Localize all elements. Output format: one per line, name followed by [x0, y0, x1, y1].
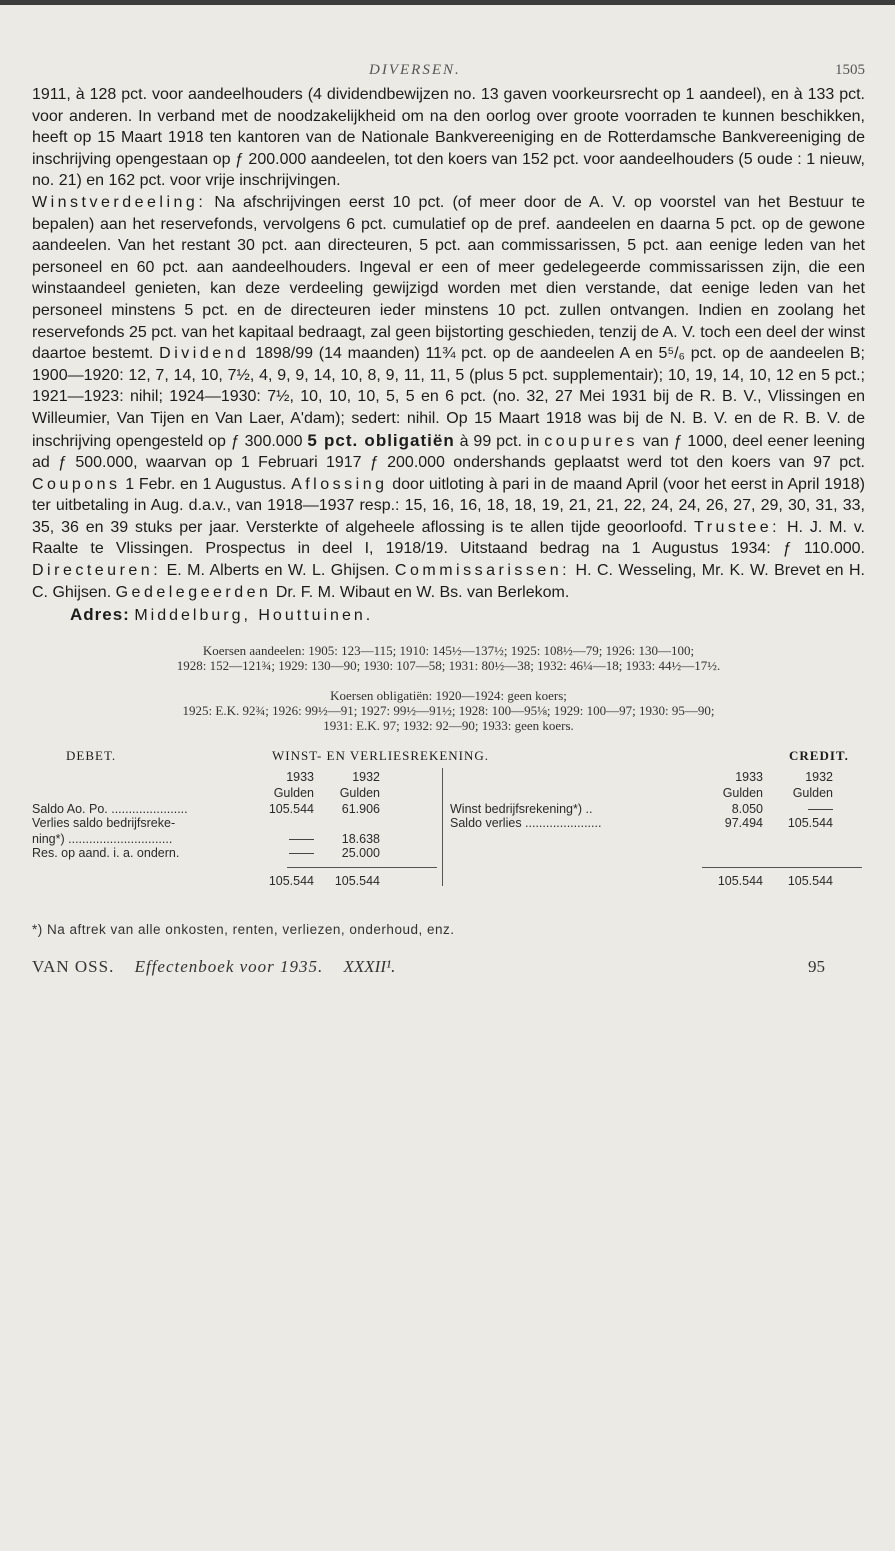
bond-prices-line-1: Koersen obligatiën: 1920—1924: geen koers; [330, 688, 567, 704]
credit-unit-1933: Gulden [722, 786, 763, 801]
debet-row-label: Saldo Ao. Po. ...................... [32, 802, 188, 817]
debet-row-value-1932: 18.638 [341, 832, 380, 847]
credit-row-value-1932: —— [808, 802, 833, 817]
coupures-label: coupures [544, 432, 639, 450]
credit-unit-1932: Gulden [792, 786, 833, 801]
credit-year-1932: 1932 [805, 770, 833, 785]
ledger-title: WINST- EN VERLIESREKENING. [272, 748, 490, 764]
bond-prices-line-2: 1925: E.K. 92¾; 1926: 99½—91; 1927: 99½—91½; 1928: 100—95⅛; 1929: 100—97; 1930: 95—90; [182, 703, 715, 719]
page-number: 1505 [835, 62, 865, 78]
commissarissen-label: Commissarissen: [394, 562, 571, 580]
debet-row-value-1933: 105.544 [268, 802, 314, 817]
debet-row-value-1932: 25.000 [341, 846, 380, 861]
publisher-name: VAN OSS. [32, 957, 115, 977]
coupons-text: 1 Febr. en 1 Augustus. [125, 475, 287, 493]
book-title: Effectenboek voor 1935. [134, 957, 324, 977]
commissarissen-text: H. C. Wesseling, Mr. K. W. Brevet en H. C. Ghijsen. [32, 562, 865, 601]
debet-unit-1933: Gulden [273, 786, 314, 801]
credit-total-rule [702, 867, 862, 868]
paragraph-issue [32, 84, 865, 192]
debet-total-1933: 105.544 [268, 874, 314, 889]
debet-row-value-1933: —— [289, 832, 314, 847]
trustee-label: Trustee: [694, 518, 781, 536]
credit-row-value-1932: 105.544 [787, 816, 833, 831]
debet-total-1932: 105.544 [334, 874, 380, 889]
winst-text: Na afschrijvingen eerst 10 pct. (of meer door de A. V. op voorstel van het Bestuur te bepalen) aan het reservefonds, vervolgens 6 pct. cumulatief op de pref. aandeelen en daarna 5 pct. op de gewone aandeelen. Van het restant 30 pct. aan directeuren, 5 pct. aan commissarissen, 5 pct. aan eenige leden van het personeel en 60 pct. aan aandeelhouders. Ingeval er een of meer gedelegeerde commissarissen zijn, die een winstaandeel genieten, kan deze verdeeling gewijzigd worden met dien verstande, dat eenige leden van het personeel minstens 5 pct. en de directeuren ieder minstens 10 pct. zullen ontvangen. Indien en zoolang het reservefonds 25 pct. van het kapitaal bedraagt, zal geen bijstorting geschieden, tenzij de A. V. toch een deel der winst daartoe bestemt. [32, 193, 865, 363]
debet-year-1933: 1933 [286, 770, 314, 785]
debet-unit-1932: Gulden [339, 786, 380, 801]
credit-label: CREDIT. [789, 748, 849, 764]
ledger-divider [442, 768, 443, 886]
main-text [32, 84, 865, 603]
credit-row-label: Saldo verlies ...................... [450, 816, 602, 831]
debet-row-label: Res. op aand. i. a. ondern. [32, 846, 180, 861]
debet-row-value-1933: —— [289, 846, 314, 861]
volume-number: XXXII¹. [343, 957, 396, 977]
debet-row-value-1932: 61.906 [341, 802, 380, 817]
credit-row-value-1933: 97.494 [724, 816, 763, 831]
issue-text: 1911, à 128 pct. voor aandeelhouders (4 dividendbewijzen no. 13 gaven voorkeursrecht op 1 aandeel), en à 133 pct. voor anderen. In verband met de noodzakelijkheid om na den oorlog over groote voorraden te kunnen beschikken, heeft op 15 Maart 1918 ten kantoren van de Nationale Bankvereeniging en de Rotterdamsche Bankvereeniging de inschrijving opengestaan op ƒ 200.000 aandeelen, tot den koers van 152 pct. voor aandeelhouders (5 oude : 1 nieuw, no. 21) en 162 pct. voor vrije inschrijvingen. [32, 86, 865, 190]
credit-total-1932: 105.544 [787, 874, 833, 889]
aflossing-text: door uitloting à pari in de maand April (voor het eerst in April 1918) ter uitbetaling in Aug. d.a.v., van 1918—1937 resp.: 15, 16, 16, 18, 18, 19, 21, 21, 22, 24, 24, 26, 27, 29, 30, 31, 33, 35, 36 en 39 stuks per jaar. Versterkte of algeheele aflossing is te allen tijde geoorloofd. [32, 475, 866, 536]
directeuren-label: Directeuren: [32, 562, 162, 580]
share-prices-line-2: 1928: 152—121¾; 1929: 130—90; 1930: 107—58; 1931: 80½—38; 1932: 46¼—18; 1933: 44½—17½. [176, 658, 721, 674]
gedelegeerden-text: Dr. F. M. Wibaut en W. Bs. van Berlekom. [275, 583, 570, 601]
running-header [32, 58, 865, 84]
share-prices [32, 643, 865, 673]
credit-row-label: Winst bedrijfsrekening*) .. [450, 802, 593, 817]
coupons-label: Coupons [32, 475, 121, 493]
obligatien-text-b: van ƒ 1000, deel eener leening ad ƒ 500.000, waarvan op 1 Februari 1917 ƒ 200.000 ondershands geplaatst werd tot den koers van 97 pct. [32, 432, 865, 472]
trustee-text: H. J. M. v. Raalte te Vlissingen. Prospectus in deel I, 1918/19. Uitstaand bedrag na 1 Augustus 1934: ƒ 110.000. [32, 518, 865, 558]
directeuren-text: E. M. Alberts en W. L. Ghijsen. [166, 562, 390, 580]
address-line [70, 605, 865, 625]
winst-label: Winstverdeeling: [32, 193, 207, 211]
debet-year-1932: 1932 [352, 770, 380, 785]
paragraph-profit-distribution [32, 192, 865, 603]
aflossing-label: Aflossing [291, 475, 388, 493]
credit-year-1933: 1933 [735, 770, 763, 785]
page-footer [32, 957, 865, 987]
obligatien-label: 5 pct. obligatiën [307, 430, 455, 450]
bond-prices [32, 688, 865, 733]
footer-imprint [32, 957, 395, 977]
debet-label: DEBET. [66, 748, 117, 764]
debet-row-label: ning*) .............................. [32, 832, 173, 847]
adres-label: Adres: [70, 605, 130, 625]
debet-total-rule [287, 867, 437, 868]
obligatien-text-a: à 99 pct. in [459, 432, 540, 450]
footnote: *) Na aftrek van alle onkosten, renten, verliezen, onderhoud, enz. [32, 922, 455, 938]
profit-loss-account [32, 768, 865, 918]
debet-row-label: Verlies saldo bedrijfsreke- [32, 816, 176, 831]
credit-total-1933: 105.544 [717, 874, 763, 889]
section-title: DIVERSEN. [369, 62, 461, 78]
dividend-text: 1898/99 (14 maanden) 11¾ pct. op de aandeelen A en 5⁵/₆ pct. op de aandeelen B; 1900—1920: 12, 7, 14, 10, 7½, 4, 9, 9, 14, 10, 8, 9, 11, 11, 5 (plus 5 pct. supplementair); 10, 19, 14, 10, 12 en 5 pct.; 1921—1923: nihil; 1924—1930: 7½, 10, 10, 10, 5, 5 en 6 pct. (no. 32, 27 Mei 1931 bij de R. B. V., Vlissingen en Willeumier, Van Tijen en Van Laer, A'dam); sedert: nihil. Op 15 Maart 1918 was bij de N. B. V. en de R. B. V. de inschrijving opengesteld op ƒ 300.000 [32, 345, 866, 450]
adres-value: Middelburg, Houttuinen. [134, 607, 374, 625]
credit-row-value-1933: 8.050 [731, 802, 763, 817]
sheet-number: 95 [808, 957, 825, 977]
bond-prices-line-3: 1931: E.K. 97; 1932: 92—90; 1933: geen koers. [323, 718, 574, 734]
gedelegeerden-label: Gedelegeerden [115, 583, 272, 601]
ledger-header [32, 748, 865, 768]
price-history [32, 643, 865, 733]
dividend-label: Dividend [159, 345, 250, 363]
share-prices-line-1: Koersen aandeelen: 1905: 123—115; 1910: 145½—137½; 1925: 108½—79; 1926: 130—100; [202, 643, 695, 659]
